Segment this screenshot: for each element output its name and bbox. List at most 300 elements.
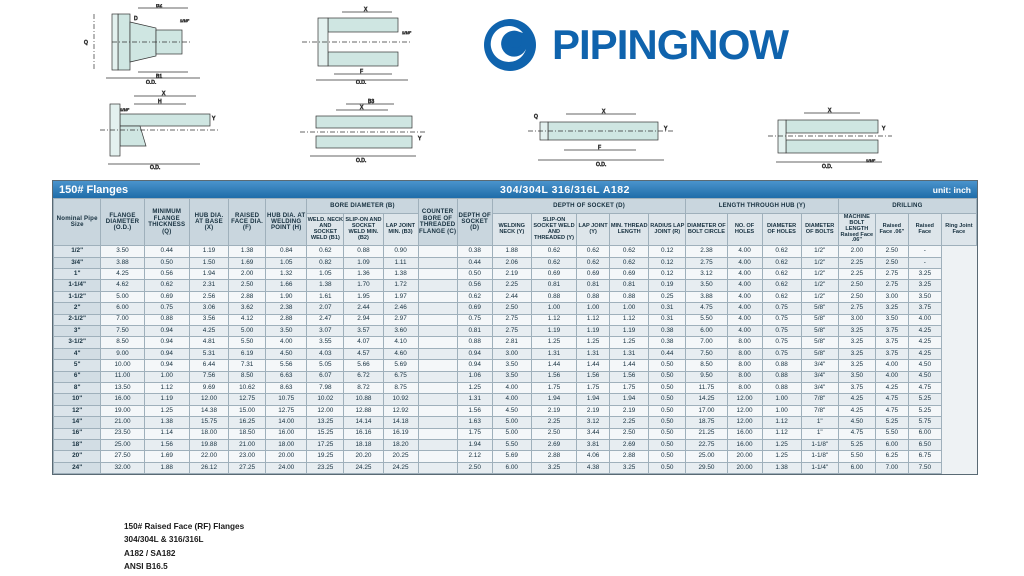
table-cell: 1.44 <box>577 360 610 371</box>
table-cell: 1.44 <box>610 360 649 371</box>
table-cell: 1.12 <box>610 314 649 325</box>
table-cell: 3.75 <box>875 337 908 348</box>
table-cell: 0.88 <box>762 371 801 382</box>
table-cell: 5.69 <box>383 360 418 371</box>
svg-text:Y: Y <box>882 126 886 132</box>
table-cell: 0.62 <box>531 257 576 268</box>
table-cell: 0.88 <box>531 291 576 302</box>
table-cell: 0.81 <box>577 280 610 291</box>
table-cell: 2.44 <box>344 303 383 314</box>
table-cell: 15.25 <box>307 428 344 439</box>
table-cell: 1.94 <box>577 394 610 405</box>
table-cell: 0.88 <box>344 246 383 257</box>
svg-text:Q: Q <box>534 114 538 120</box>
table-cell: 4.50 <box>838 417 875 428</box>
svg-text:D: D <box>134 16 138 22</box>
table-cell: 3.75 <box>838 382 875 393</box>
cell-nominal-pipe-size: 3-1/2" <box>54 337 101 348</box>
table-cell: 6.00 <box>101 303 144 314</box>
table-cell: 3.62 <box>229 303 266 314</box>
table-cell: 1-1/4" <box>801 462 838 473</box>
table-cell: 1.75 <box>610 382 649 393</box>
table-cell: 4.50 <box>908 360 941 371</box>
table-cell: 3.25 <box>908 269 941 280</box>
table-cell: 3.50 <box>686 280 727 291</box>
table-cell: 2.44 <box>492 291 531 302</box>
table-cell: 0.88 <box>577 291 610 302</box>
table-cell: 5.00 <box>101 291 144 302</box>
svg-text:1/16": 1/16" <box>180 18 190 23</box>
svg-text:X: X <box>602 109 606 115</box>
th-group-bolting: DRILLING <box>838 199 976 214</box>
table-cell: 20.00 <box>727 462 762 473</box>
table-cell: 29.50 <box>686 462 727 473</box>
table-cell: 6.75 <box>383 371 418 382</box>
brand-logo <box>482 14 1007 76</box>
table-cell: 0.50 <box>649 451 686 462</box>
table-cell: 4.07 <box>344 337 383 348</box>
table-cell: 13.25 <box>307 417 344 428</box>
table-cell: 5.50 <box>229 337 266 348</box>
table-body <box>54 246 977 474</box>
table-cell: 1.25 <box>457 382 492 393</box>
table-cell: 3.25 <box>838 360 875 371</box>
table-cell <box>418 291 457 302</box>
table-cell: 3.57 <box>344 326 383 337</box>
table-cell: 14.38 <box>189 405 228 416</box>
cell-nominal-pipe-size: 20" <box>54 451 101 462</box>
table-cell: 4.00 <box>266 337 307 348</box>
table-cell: 0.75 <box>762 303 801 314</box>
table-cell: 12.88 <box>344 405 383 416</box>
table-cell: 1.12 <box>531 314 576 325</box>
table-cell: 25.00 <box>101 439 144 450</box>
table-cell: 3.75 <box>908 303 941 314</box>
table-cell: 0.62 <box>762 269 801 280</box>
table-cell: 0.56 <box>457 280 492 291</box>
table-cell: 3.55 <box>307 337 344 348</box>
table-cell: 2.07 <box>307 303 344 314</box>
table-cell: 18.18 <box>344 439 383 450</box>
svg-text:Y: Y <box>418 136 422 142</box>
table-cell: 10.62 <box>229 382 266 393</box>
table-cell: 0.50 <box>649 428 686 439</box>
svg-text:1/16": 1/16" <box>120 107 130 112</box>
table-cell: 0.75 <box>762 348 801 359</box>
cell-nominal-pipe-size: 6" <box>54 371 101 382</box>
note-line-4: ANSI B16.5 <box>124 561 168 571</box>
table-cell: 8.50 <box>686 360 727 371</box>
table-cell: 1.70 <box>344 280 383 291</box>
table-cell: 2.19 <box>577 405 610 416</box>
table-cell: 17.00 <box>686 405 727 416</box>
table-cell: 1.69 <box>229 257 266 268</box>
table-cell: 4.50 <box>492 405 531 416</box>
table-cell: 21.00 <box>229 439 266 450</box>
table-cell: 3.25 <box>838 337 875 348</box>
table-cell: 23.25 <box>307 462 344 473</box>
th-counter-bore: COUNTER BORE OF THREADED FLANGE (C) <box>418 199 457 246</box>
table-cell: 12.75 <box>229 394 266 405</box>
table-cell: 19.00 <box>101 405 144 416</box>
table-cell: 2.25 <box>531 417 576 428</box>
table-cell: 1/2" <box>801 269 838 280</box>
table-cell: 7.31 <box>229 360 266 371</box>
th-nominal-pipe-size: Nominal Pipe Size <box>54 199 101 246</box>
table-cell: 6.00 <box>492 462 531 473</box>
table-cell: 1.25 <box>531 337 576 348</box>
table-cell: 0.69 <box>577 269 610 280</box>
table-cell <box>418 303 457 314</box>
table-cell: 3.60 <box>383 326 418 337</box>
table-cell: 1.38 <box>307 280 344 291</box>
table-cell: 1/2" <box>801 246 838 257</box>
table-cell: 2.50 <box>229 280 266 291</box>
table-cell: 3.12 <box>686 269 727 280</box>
table-group-header-row <box>54 199 977 214</box>
table-cell: 4.50 <box>908 371 941 382</box>
table-cell: 3.50 <box>492 360 531 371</box>
table-cell: 0.82 <box>307 257 344 268</box>
svg-text:F: F <box>598 145 602 151</box>
table-cell: 20.00 <box>266 451 307 462</box>
table-cell: 1.05 <box>266 257 307 268</box>
table-cell: 6.00 <box>686 326 727 337</box>
table-cell: 6.00 <box>875 439 908 450</box>
table-cell: 7.56 <box>189 371 228 382</box>
table-cell: 16.00 <box>266 428 307 439</box>
table-cell: 16.19 <box>383 428 418 439</box>
svg-text:1/16": 1/16" <box>866 158 876 163</box>
th-bore-b3: LAP JOINT MIN. (B3) <box>383 214 418 246</box>
table-cell: 6.00 <box>838 462 875 473</box>
table-cell: 0.81 <box>457 326 492 337</box>
table-cell: 0.94 <box>457 348 492 359</box>
table-row <box>54 360 977 371</box>
table-cell: 2.69 <box>610 439 649 450</box>
table-cell: 0.62 <box>457 291 492 302</box>
table-cell: 4.00 <box>727 326 762 337</box>
table-row <box>54 337 977 348</box>
table-cell: 6.50 <box>908 439 941 450</box>
th-group-bore-diameter: BORE DIAMETER (B) <box>307 199 418 214</box>
table-cell: 1-1/8" <box>801 439 838 450</box>
th-lap-joint-y: LAP JOINT (Y) <box>577 214 610 246</box>
table-cell: 24.00 <box>266 462 307 473</box>
th-bore-b2: SLIP-ON AND SOCKET WELD MIN. (B2) <box>344 214 383 246</box>
table-cell: 4.00 <box>727 269 762 280</box>
table-cell: 1.05 <box>307 269 344 280</box>
th-group-drilling: LENGTH THROUGH HUB (Y) <box>686 199 838 214</box>
table-cell: 0.94 <box>457 360 492 371</box>
table-cell: 1.94 <box>610 394 649 405</box>
table-cell: 5.66 <box>344 360 383 371</box>
cell-nominal-pipe-size: 2" <box>54 303 101 314</box>
table-cell <box>418 394 457 405</box>
table-cell: 2.75 <box>492 326 531 337</box>
table-cell: 2.88 <box>229 291 266 302</box>
table-cell: 0.62 <box>762 280 801 291</box>
table-cell: 9.50 <box>686 371 727 382</box>
table-cell: 0.62 <box>531 246 576 257</box>
table-cell: 0.84 <box>266 246 307 257</box>
table-cell: 0.75 <box>457 314 492 325</box>
table-cell: 24.25 <box>344 462 383 473</box>
note-line-1: 150# Raised Face (RF) Flanges <box>124 522 245 531</box>
table-cell: 8.00 <box>727 371 762 382</box>
table-cell: 1.25 <box>144 405 189 416</box>
table-cell: 3/4" <box>801 371 838 382</box>
table-cell: 0.44 <box>457 257 492 268</box>
table-cell: 1.88 <box>144 462 189 473</box>
th-diameter-of-bolts: DIAMETER OF BOLTS <box>801 214 838 246</box>
table-cell: 9.69 <box>189 382 228 393</box>
table-cell: 22.00 <box>189 451 228 462</box>
table-cell: 0.44 <box>649 348 686 359</box>
table-cell: 2.88 <box>531 451 576 462</box>
table-cell: 0.50 <box>649 360 686 371</box>
table-cell: 0.50 <box>649 439 686 450</box>
cell-nominal-pipe-size: 3" <box>54 326 101 337</box>
flange-drawings-panel <box>0 0 1024 178</box>
cell-nominal-pipe-size: 1-1/4" <box>54 280 101 291</box>
table-cell: 4.60 <box>383 348 418 359</box>
table-cell: 10.00 <box>101 360 144 371</box>
sheet-material: 304/304L 316/316L A182 <box>500 183 630 196</box>
table-cell: 21.25 <box>686 428 727 439</box>
cell-nominal-pipe-size: 1-1/2" <box>54 291 101 302</box>
table-cell: 4.00 <box>727 280 762 291</box>
th-group-length-through-hub: DEPTH OF SOCKET (D) <box>492 199 686 214</box>
sheet-title-bar <box>53 181 977 198</box>
table-cell: 0.88 <box>610 291 649 302</box>
table-cell <box>418 439 457 450</box>
table-cell: 2.47 <box>307 314 344 325</box>
table-cell: 5.75 <box>908 417 941 428</box>
table-cell: 2.38 <box>266 303 307 314</box>
table-cell: 0.62 <box>307 246 344 257</box>
table-cell: 4.25 <box>908 337 941 348</box>
table-cell: 13.50 <box>101 382 144 393</box>
table-cell: - <box>908 246 941 257</box>
table-cell: 4.00 <box>492 382 531 393</box>
table-cell: 10.02 <box>307 394 344 405</box>
svg-text:X: X <box>364 7 368 13</box>
table-cell: 7.50 <box>101 326 144 337</box>
table-cell: 10.92 <box>383 394 418 405</box>
table-cell: 4.00 <box>875 371 908 382</box>
table-cell: 2.19 <box>492 269 531 280</box>
table-cell: 0.88 <box>762 382 801 393</box>
table-cell: 1.50 <box>189 257 228 268</box>
th-flange-diameter: FLANGE DIAMETER (O.D.) <box>101 199 144 246</box>
svg-text:O.D.: O.D. <box>596 162 607 168</box>
table-cell: 2.88 <box>266 314 307 325</box>
svg-text:Y: Y <box>212 116 216 122</box>
table-cell: 0.12 <box>649 257 686 268</box>
sheet-title: 150# Flanges <box>59 183 129 196</box>
table-cell: 6.75 <box>908 451 941 462</box>
table-cell <box>418 269 457 280</box>
th-radius-lap-joint: RADIUS LAP JOINT (R) <box>649 214 686 246</box>
table-cell: 2.50 <box>492 303 531 314</box>
table-cell: 1-1/8" <box>801 451 838 462</box>
table-row <box>54 246 977 257</box>
table-cell: 20.00 <box>727 451 762 462</box>
table-cell: 0.44 <box>144 246 189 257</box>
table-cell: 0.62 <box>144 280 189 291</box>
table-cell: 3.00 <box>492 348 531 359</box>
table-cell: 0.62 <box>762 291 801 302</box>
table-cell: 0.75 <box>762 314 801 325</box>
table-cell: 3.50 <box>908 291 941 302</box>
svg-text:O.D.: O.D. <box>146 80 157 84</box>
table-cell: 1.44 <box>531 360 576 371</box>
table-cell: 2.50 <box>875 257 908 268</box>
table-cell: 5.00 <box>492 428 531 439</box>
table-cell: 0.56 <box>144 269 189 280</box>
table-cell: 0.69 <box>457 303 492 314</box>
cell-nominal-pipe-size: 8" <box>54 382 101 393</box>
table-row <box>54 382 977 393</box>
table-cell: 4.00 <box>908 314 941 325</box>
table-cell: 1.19 <box>531 326 576 337</box>
table-cell: 1.38 <box>383 269 418 280</box>
table-cell: 2.50 <box>610 428 649 439</box>
table-cell: 1.90 <box>266 291 307 302</box>
table-cell: 2.25 <box>838 269 875 280</box>
table-cell: 6.00 <box>908 428 941 439</box>
table-cell: 8.72 <box>344 382 383 393</box>
table-cell: 1.75 <box>577 382 610 393</box>
table-cell: 3.00 <box>838 314 875 325</box>
table-cell: 12.00 <box>189 394 228 405</box>
flange-dimensions-table <box>53 198 977 474</box>
table-cell: 0.81 <box>610 280 649 291</box>
table-cell: 1.12 <box>762 428 801 439</box>
table-cell: 1.75 <box>457 428 492 439</box>
table-cell: 1.61 <box>307 291 344 302</box>
table-cell: 1.88 <box>492 246 531 257</box>
table-cell: 0.25 <box>649 291 686 302</box>
table-cell: 1.94 <box>531 394 576 405</box>
table-cell <box>418 371 457 382</box>
table-cell: 6.72 <box>344 371 383 382</box>
table-cell: 0.88 <box>457 337 492 348</box>
table-cell: 1.56 <box>457 405 492 416</box>
table-cell: 5.00 <box>492 417 531 428</box>
svg-text:X: X <box>828 108 832 114</box>
svg-text:O.D.: O.D. <box>356 80 367 84</box>
table-cell: 7/8" <box>801 405 838 416</box>
cell-nominal-pipe-size: 3/4" <box>54 257 101 268</box>
table-cell: 0.12 <box>649 269 686 280</box>
table-cell: 16.25 <box>229 417 266 428</box>
table-cell: 1.09 <box>344 257 383 268</box>
table-cell: 2.50 <box>457 462 492 473</box>
table-cell: 1.06 <box>457 371 492 382</box>
table-cell <box>418 405 457 416</box>
th-no-of-holes: NO. OF HOLES <box>727 214 762 246</box>
table-cell: 17.25 <box>307 439 344 450</box>
table-cell: 1.11 <box>383 257 418 268</box>
flange-drawing-slip-on <box>272 4 462 84</box>
table-cell: 1.56 <box>577 371 610 382</box>
table-cell: 6.19 <box>229 348 266 359</box>
table-cell: 18.00 <box>189 428 228 439</box>
table-cell: 0.94 <box>144 348 189 359</box>
table-cell: 2.06 <box>492 257 531 268</box>
table-cell: 15.00 <box>229 405 266 416</box>
table-cell: 0.50 <box>649 394 686 405</box>
table-cell: 2.50 <box>838 280 875 291</box>
table-cell: 12.00 <box>727 394 762 405</box>
table-cell: 0.88 <box>144 314 189 325</box>
table-cell: 2.75 <box>875 280 908 291</box>
table-cell: 2.46 <box>383 303 418 314</box>
table-cell: 1.38 <box>762 462 801 473</box>
table-cell: 25.00 <box>686 451 727 462</box>
table-cell: 0.81 <box>531 280 576 291</box>
table-cell: 2.25 <box>610 417 649 428</box>
table-cell: 12.00 <box>727 405 762 416</box>
table-cell: 16.00 <box>101 394 144 405</box>
svg-text:O.D.: O.D. <box>356 158 367 164</box>
table-cell: 4.50 <box>266 348 307 359</box>
table-cell <box>418 428 457 439</box>
table-cell: 1.00 <box>531 303 576 314</box>
table-row <box>54 462 977 473</box>
table-cell: 23.50 <box>101 428 144 439</box>
table-cell: 5.50 <box>686 314 727 325</box>
table-cell: 0.94 <box>144 326 189 337</box>
table-cell: 0.75 <box>762 326 801 337</box>
table-cell <box>418 314 457 325</box>
table-cell: 26.12 <box>189 462 228 473</box>
table-cell: 0.62 <box>577 246 610 257</box>
table-cell: 18.20 <box>383 439 418 450</box>
note-line-3: A182 / SA182 <box>124 548 176 558</box>
cell-nominal-pipe-size: 16" <box>54 428 101 439</box>
svg-text:X: X <box>360 105 364 111</box>
table-cell: 3.44 <box>577 428 610 439</box>
table-cell: 2.56 <box>189 291 228 302</box>
table-cell: 1.32 <box>266 269 307 280</box>
table-row <box>54 291 977 302</box>
table-cell: 2.25 <box>838 257 875 268</box>
table-cell: 27.50 <box>101 451 144 462</box>
th-bore-b1: WELD. NECK AND SOCKET WELD (B1) <box>307 214 344 246</box>
cell-nominal-pipe-size: 5" <box>54 360 101 371</box>
table-cell: 0.69 <box>531 269 576 280</box>
table-cell: 1.56 <box>610 371 649 382</box>
table-cell: 14.25 <box>686 394 727 405</box>
table-cell: 1.31 <box>577 348 610 359</box>
table-cell: 5/8" <box>801 303 838 314</box>
table-cell: 27.25 <box>229 462 266 473</box>
table-cell: 1.19 <box>189 246 228 257</box>
table-cell: 8.00 <box>727 360 762 371</box>
table-cell: 3.25 <box>838 348 875 359</box>
table-cell: 4.25 <box>189 326 228 337</box>
note-line-2: 304/304L & 316/316L <box>124 535 204 545</box>
th-hub-dia-base: HUB DIA. AT BASE (X) <box>189 199 228 246</box>
table-cell: 4.06 <box>577 451 610 462</box>
table-cell: 16.00 <box>727 428 762 439</box>
table-cell <box>418 326 457 337</box>
table-cell: 4.25 <box>101 269 144 280</box>
table-cell: 1.56 <box>531 371 576 382</box>
